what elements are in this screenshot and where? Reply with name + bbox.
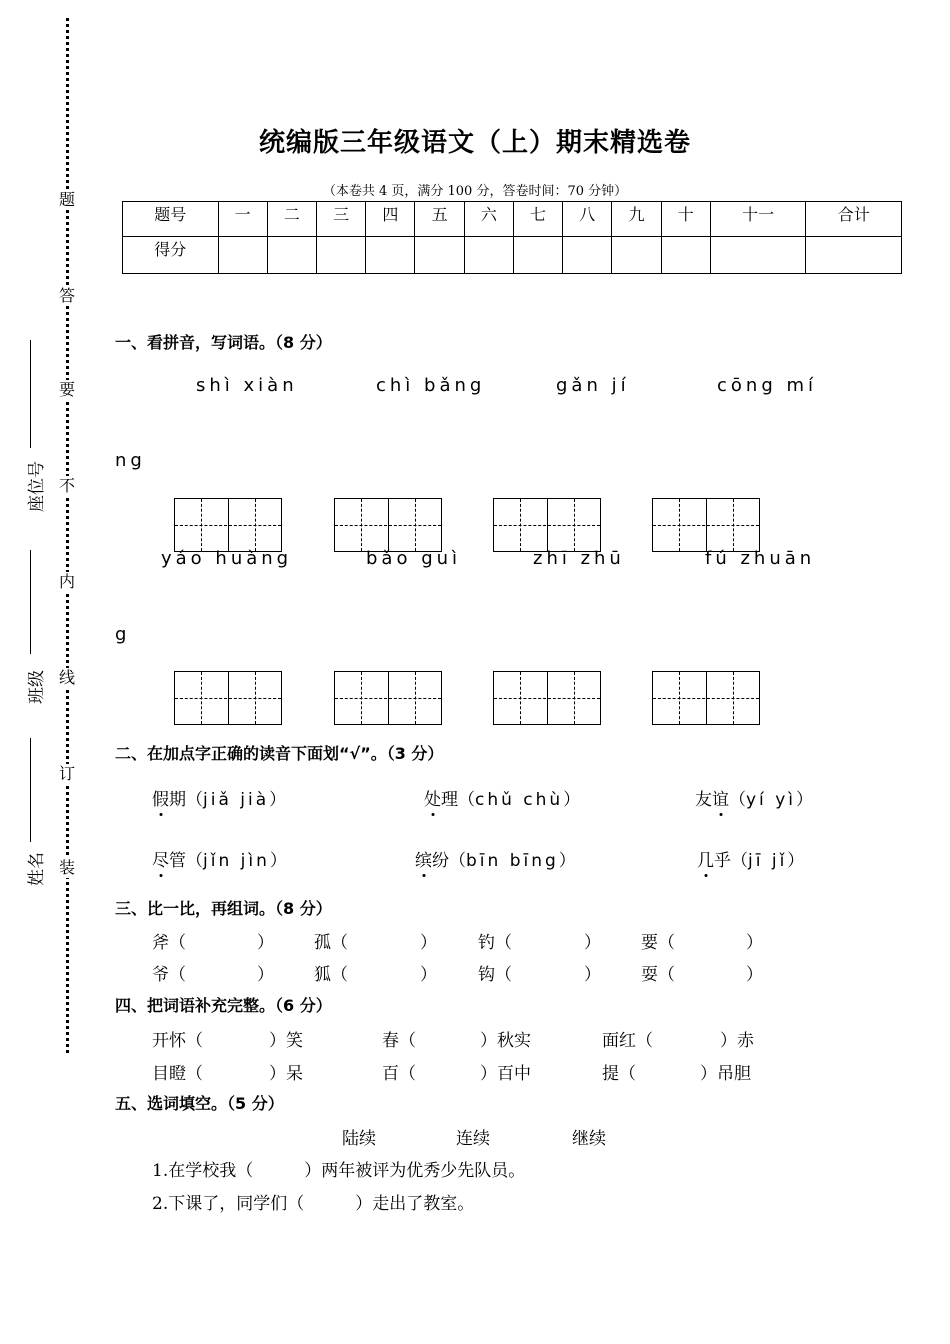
table-cell: 十一 xyxy=(710,202,806,237)
score-cell[interactable] xyxy=(513,237,562,274)
table-cell: 七 xyxy=(513,202,562,237)
seat-number-blank[interactable] xyxy=(30,340,31,448)
pinyin-options[interactable]: bīn bīng xyxy=(466,851,559,871)
idiom-start: 面红（ xyxy=(602,1031,653,1051)
pinyin-word: chì bǎng xyxy=(376,375,486,396)
score-cell[interactable] xyxy=(267,237,316,274)
word-choice: 继续 xyxy=(572,1129,606,1149)
reading-item: 尽管（jǐn jìn） xyxy=(152,851,287,871)
binding-dotted-line xyxy=(66,18,69,1053)
dotted-char: 处 xyxy=(424,790,441,810)
idiom-start: 目瞪（ xyxy=(152,1064,203,1084)
compare-item: 钓（ xyxy=(478,933,512,953)
score-cell[interactable] xyxy=(415,237,464,274)
word-part: 理 xyxy=(441,790,458,810)
section-5-heading: 五、选词填空。（5 分） xyxy=(115,1094,284,1113)
margin-char: 题 xyxy=(58,190,75,209)
margin-char: 不 xyxy=(58,476,75,495)
reading-item: 处理（chǔ chù） xyxy=(424,790,581,810)
writing-grid[interactable] xyxy=(493,671,601,725)
dotted-char: 尽 xyxy=(152,851,169,871)
answer-blank-close[interactable]: ） xyxy=(584,933,601,953)
table-cell: 八 xyxy=(563,202,612,237)
class-label: 班级 xyxy=(27,670,47,704)
pinyin-word: gǎn jí xyxy=(556,375,630,396)
table-cell: 一 xyxy=(218,202,267,237)
idiom-start: 春（ xyxy=(382,1031,416,1051)
idiom-end: ）呆 xyxy=(269,1064,303,1084)
score-cell[interactable] xyxy=(710,237,806,274)
margin-char: 装 xyxy=(58,858,75,877)
pinyin-wrap: g xyxy=(115,624,131,645)
page-title: 统编版三年级语文（上）期末精选卷 xyxy=(258,128,691,158)
writing-grid[interactable] xyxy=(174,498,282,552)
class-blank[interactable] xyxy=(30,550,31,654)
pinyin-word: shì xiàn xyxy=(196,375,298,396)
reading-item: 友谊（yí yì） xyxy=(695,790,813,810)
dotted-char: 谊 xyxy=(712,790,729,810)
answer-blank-close[interactable]: ） xyxy=(420,933,437,953)
table-cell: 三 xyxy=(317,202,366,237)
fill-question-2[interactable]: 2.下课了，同学们（ ）走出了教室。 xyxy=(152,1194,475,1214)
page-subtitle: （本卷共 4 页，满分 100 分，答卷时间：70 分钟） xyxy=(322,184,628,199)
answer-blank-close[interactable]: ） xyxy=(257,965,274,985)
word-part: 友 xyxy=(695,790,712,810)
score-cell[interactable] xyxy=(661,237,710,274)
table-cell: 题号 xyxy=(123,202,219,237)
pinyin-word: yáo huàng xyxy=(161,548,293,569)
score-cell[interactable] xyxy=(612,237,661,274)
table-cell: 四 xyxy=(366,202,415,237)
compare-item: 要（ xyxy=(641,933,675,953)
table-cell: 九 xyxy=(612,202,661,237)
compare-item: 斧（ xyxy=(152,933,186,953)
section-4-heading: 四、把词语补充完整。（6 分） xyxy=(115,996,332,1015)
pinyin-wrap: ng xyxy=(115,450,146,471)
answer-blank-close[interactable]: ） xyxy=(584,965,601,985)
table-cell: 十 xyxy=(661,202,710,237)
reading-item: 几乎（jī jǐ） xyxy=(697,851,805,871)
compare-item: 钩（ xyxy=(478,965,512,985)
idiom-end: ）赤 xyxy=(720,1031,754,1051)
idiom-end: ）笑 xyxy=(269,1031,303,1051)
fill-question-1[interactable]: 1.在学校我（ ）两年被评为优秀少先队员。 xyxy=(152,1161,526,1181)
writing-grid[interactable] xyxy=(174,671,282,725)
pinyin-word: zhī zhū xyxy=(533,548,625,569)
word-choice: 陆续 xyxy=(342,1129,376,1149)
table-cell: 得分 xyxy=(123,237,219,274)
writing-grid[interactable] xyxy=(652,671,760,725)
pinyin-options[interactable]: yí yì xyxy=(746,790,796,810)
pinyin-options[interactable]: jǐn jìn xyxy=(203,851,270,871)
word-part: 管 xyxy=(169,851,186,871)
compare-item: 狐（ xyxy=(314,965,348,985)
table-cell: 六 xyxy=(464,202,513,237)
idiom-start: 提（ xyxy=(602,1064,636,1084)
score-cell[interactable] xyxy=(806,237,902,274)
score-table xyxy=(122,201,902,274)
score-cell[interactable] xyxy=(366,237,415,274)
answer-blank-close[interactable]: ） xyxy=(257,933,274,953)
name-label: 姓名 xyxy=(27,852,47,886)
dotted-char: 缤 xyxy=(415,851,432,871)
seat-number-label: 座位号 xyxy=(27,461,47,512)
table-cell: 二 xyxy=(267,202,316,237)
table-cell: 五 xyxy=(415,202,464,237)
margin-char: 内 xyxy=(58,572,75,591)
section-3-heading: 三、比一比，再组词。（8 分） xyxy=(115,899,332,918)
margin-char: 线 xyxy=(58,668,75,687)
answer-blank-close[interactable]: ） xyxy=(746,933,763,953)
pinyin-options[interactable]: jiǎ jià xyxy=(203,790,270,810)
writing-grid[interactable] xyxy=(652,498,760,552)
compare-item: 孤（ xyxy=(314,933,348,953)
table-row xyxy=(123,237,902,274)
idiom-start: 百（ xyxy=(382,1064,416,1084)
word-choice: 连续 xyxy=(456,1129,490,1149)
idiom-end: ）百中 xyxy=(480,1064,531,1084)
score-cell[interactable] xyxy=(218,237,267,274)
margin-char: 订 xyxy=(58,764,75,783)
score-cell[interactable] xyxy=(317,237,366,274)
margin-char: 答 xyxy=(58,286,75,305)
dotted-char: 几 xyxy=(697,851,714,871)
pinyin-options[interactable]: chǔ chù xyxy=(475,790,564,810)
table-cell: 合计 xyxy=(806,202,902,237)
reading-item: 假期（jiǎ jià） xyxy=(152,790,287,810)
compare-item: 爷（ xyxy=(152,965,186,985)
writing-grid[interactable] xyxy=(334,671,442,725)
writing-grid[interactable] xyxy=(334,498,442,552)
score-cell[interactable] xyxy=(464,237,513,274)
score-cell[interactable] xyxy=(563,237,612,274)
name-blank[interactable] xyxy=(30,738,31,842)
dotted-char: 假 xyxy=(152,790,169,810)
answer-blank-close[interactable]: ） xyxy=(420,965,437,985)
section-2-heading: 二、在加点字正确的读音下面划“√”。（3 分） xyxy=(115,744,444,763)
table-row xyxy=(123,202,902,237)
idiom-end: ）秋实 xyxy=(480,1031,531,1051)
section-1-heading: 一、看拼音，写词语。（8 分） xyxy=(115,333,332,352)
compare-item: 耍（ xyxy=(641,965,675,985)
pinyin-options[interactable]: jī jǐ xyxy=(748,851,788,871)
reading-item: 缤纷（bīn bīng） xyxy=(415,851,576,871)
word-part: 纷 xyxy=(432,851,449,871)
idiom-end: ）吊胆 xyxy=(700,1064,751,1084)
word-part: 期 xyxy=(169,790,186,810)
word-part: 乎 xyxy=(714,851,731,871)
margin-char: 要 xyxy=(58,380,75,399)
idiom-start: 开怀（ xyxy=(152,1031,203,1051)
answer-blank-close[interactable]: ） xyxy=(746,965,763,985)
pinyin-word: cōng mí xyxy=(717,375,817,396)
writing-grid[interactable] xyxy=(493,498,601,552)
pinyin-word: fú zhuān xyxy=(705,548,816,569)
pinyin-word: bǎo guì xyxy=(366,548,462,569)
